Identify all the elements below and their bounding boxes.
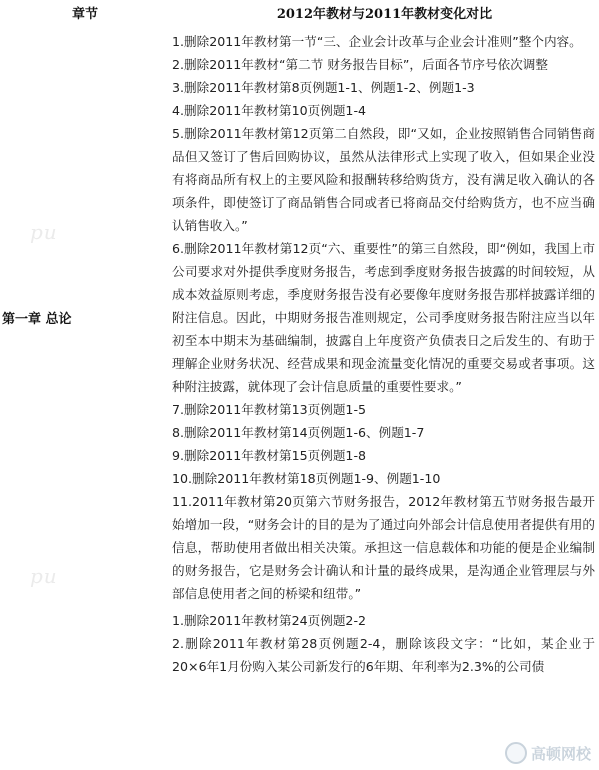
change-item: 8.删除2011年教材第14页例题1-6、例题1-7 xyxy=(172,425,425,440)
change-item: 9.删除2011年教材第15页例题1-8 xyxy=(172,448,367,463)
logo-badge-icon xyxy=(505,742,527,764)
change-item: 2.删除2011年教材第28页例题2-4，删除该段文字：“比如，某企业于20×6年1月份购入某公司新发行的6年期、年利率为2.3%的公司债 xyxy=(172,636,595,674)
change-item: 1.删除2011年教材第24页例题2-2 xyxy=(172,613,367,628)
change-item: 4.删除2011年教材第10页例题1-4 xyxy=(172,103,367,118)
chapter-cell xyxy=(0,30,170,605)
changes-cell xyxy=(170,30,599,605)
chapter-cell xyxy=(0,605,170,678)
logo-text: 高顿网校 xyxy=(530,744,591,763)
change-item: 2.删除2011年教材“第二节 财务报告目标”，后面各节序号依次调整 xyxy=(172,57,548,72)
change-item: 1.删除2011年教材第一节“三、企业会计改革与企业会计准则”整个内容。 xyxy=(172,34,582,49)
change-item: 11.2011年教材第20页第六节财务报告，2012年教材第五节财务报告最开始增加一段，“财务会计的目的是为了通过向外部会计信息使用者提供有用的信息，帮助使用者做出相关决策。承担这一信息载体和功能的便是企业编制的财务报告，它是财务会计确认和计量的最终成果，是沟通企业管理层与外部信息使用者之间的桥梁和纽带。” xyxy=(172,494,595,601)
changes-cell xyxy=(170,605,599,678)
chapter-row-2 xyxy=(0,605,599,678)
chapter-name: 第一章 总论 xyxy=(2,312,72,327)
change-item: 5.删除2011年教材第12页第二自然段，即“又如，企业按照销售合同销售商品但又签订了售后回购协议，虽然从法律形式上实现了收入，但如果企业没有将商品所有权上的主要风险和报酬转移给购货方，没有满足收入确认的各项条件，即使签订了商品销售合同或者已将商品交付给购货方，也不应当确认销售收入。” xyxy=(172,126,595,233)
chapter-row-1 xyxy=(0,30,599,605)
stamp-text: pu xyxy=(30,564,58,588)
stamp-text: pu xyxy=(30,220,58,244)
change-item: 3.删除2011年教材第8页例题1-1、例题1-2、例题1-3 xyxy=(172,80,475,95)
site-watermark-logo xyxy=(505,742,591,764)
header-row xyxy=(0,0,599,30)
change-item: 7.删除2011年教材第13页例题1-5 xyxy=(172,402,367,417)
change-item: 6.删除2011年教材第12页“六、重要性”的第三自然段，即“例如，我国上市公司要求对外提供季度财务报告，考虑到季度财务报告披露的时间较短，从成本效益原则考虑，季度财务报告没有必要像年度财务报告那样披露详细的附注信息。因此，中期财务报告准则规定，公司季度财务报告附注应当以年初至本中期末为基础编制，披露自上年度资产负债表日之后发生的、有助于理解企业财务状况、经营成果和现金流量变化情况的重要交易或者事项。这种附注披露，就体现了会计信息质量的重要性要求。” xyxy=(172,241,595,394)
change-item: 10.删除2011年教材第18页例题1-9、例题1-10 xyxy=(172,471,441,486)
header-chapter: 章节 xyxy=(71,7,98,22)
header-changes: 2012年教材与2011年教材变化对比 xyxy=(276,7,493,22)
